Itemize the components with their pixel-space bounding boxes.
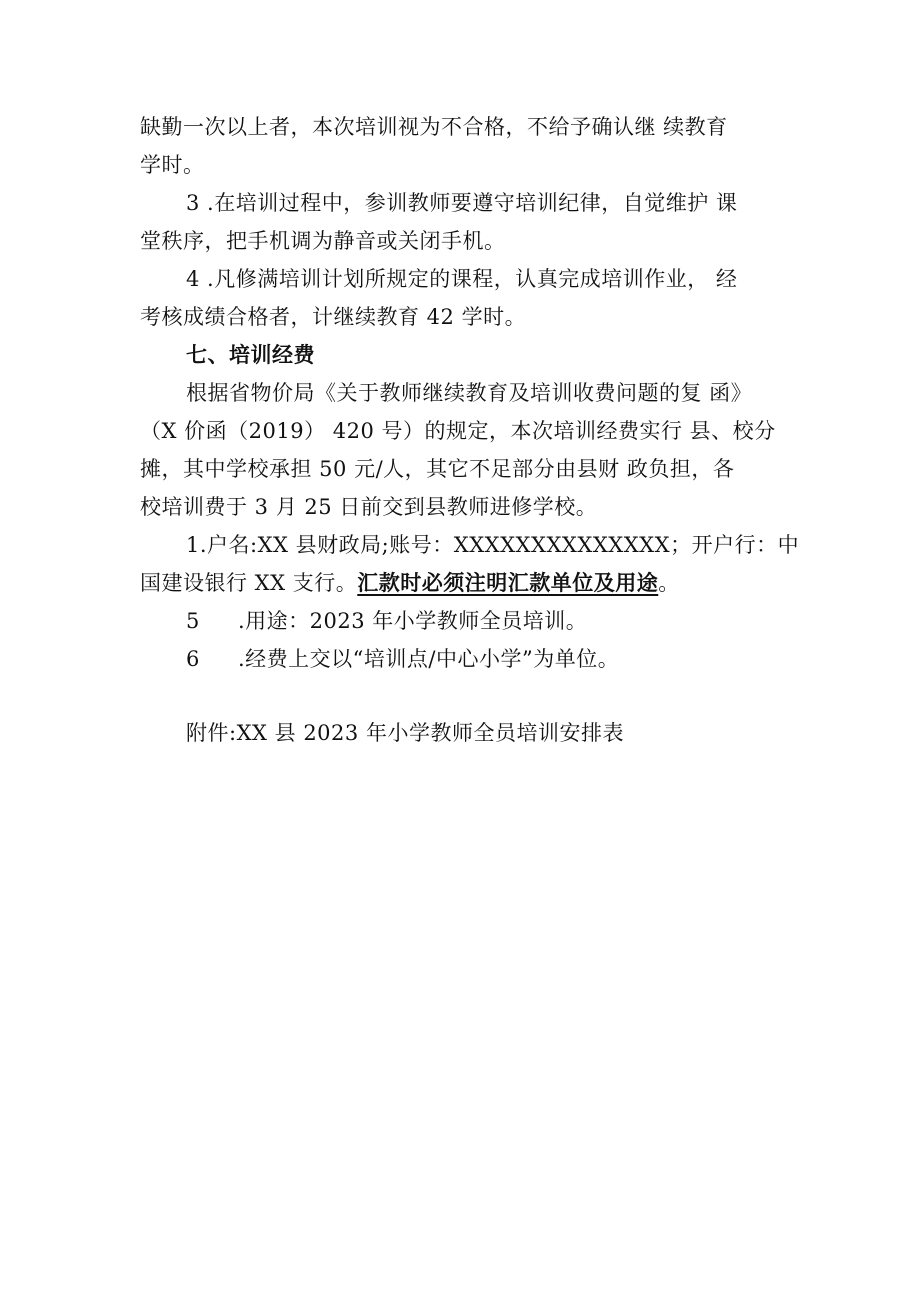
paragraph-line: 3 .在培训过程中，参训教师要遵守培训纪律，自觉维护 课 xyxy=(186,191,738,215)
list-item-number: 5 xyxy=(186,609,200,633)
spacer xyxy=(140,678,790,714)
sentence-end: 。 xyxy=(658,571,680,595)
paragraph-line: 缺勤一次以上者，本次培训视为不合格，不给予确认继 续教育 xyxy=(140,115,728,139)
paragraph-line: 校培训费于 3 月 25 日前交到县教师进修学校。 xyxy=(140,495,598,519)
section-heading: 七、培训经费 xyxy=(186,343,315,367)
document-page xyxy=(140,108,800,752)
paragraph-line: 堂秩序，把手机调为静音或关闭手机。 xyxy=(140,229,506,253)
list-item xyxy=(140,602,790,640)
list-item xyxy=(140,640,790,678)
paragraph-line: （X 价函（2019） 420 号）的规定，本次培训经费实行 县、校分 xyxy=(140,419,776,443)
list-item-number: 6 xyxy=(186,647,200,671)
paragraph-line: 考核成绩合格者，计继续教育 42 学时。 xyxy=(140,305,527,329)
paragraph-line: 4 .凡修满培训计划所规定的课程，认真完成培训作业， 经 xyxy=(186,267,738,291)
paragraph-line: 根据省物价局《关于教师继续教育及培训收费问题的复 函》 xyxy=(186,381,753,405)
list-item-text: .用途：2023 年小学教师全员培训。 xyxy=(238,609,588,633)
account-info-line: 1.户名:XX 县财政局;账号：XXXXXXXXXXXXXX；开户行：中 xyxy=(186,533,800,557)
list-item-text: .经费上交以“培训点/中心小学”为单位。 xyxy=(238,647,620,671)
attachment-note: 附件:XX 县 2023 年小学教师全员培训安排表 xyxy=(186,721,624,745)
account-info-line xyxy=(140,564,790,602)
bank-name: 国建设银行 XX 支行。 xyxy=(140,571,358,595)
paragraph-line: 摊，其中学校承担 50 元/人，其它不足部分由县财 政负担，各 xyxy=(140,457,735,481)
emphasis-note: 汇款时必须注明汇款单位及用途 xyxy=(357,571,659,595)
paragraph-line: 学时。 xyxy=(140,153,205,177)
